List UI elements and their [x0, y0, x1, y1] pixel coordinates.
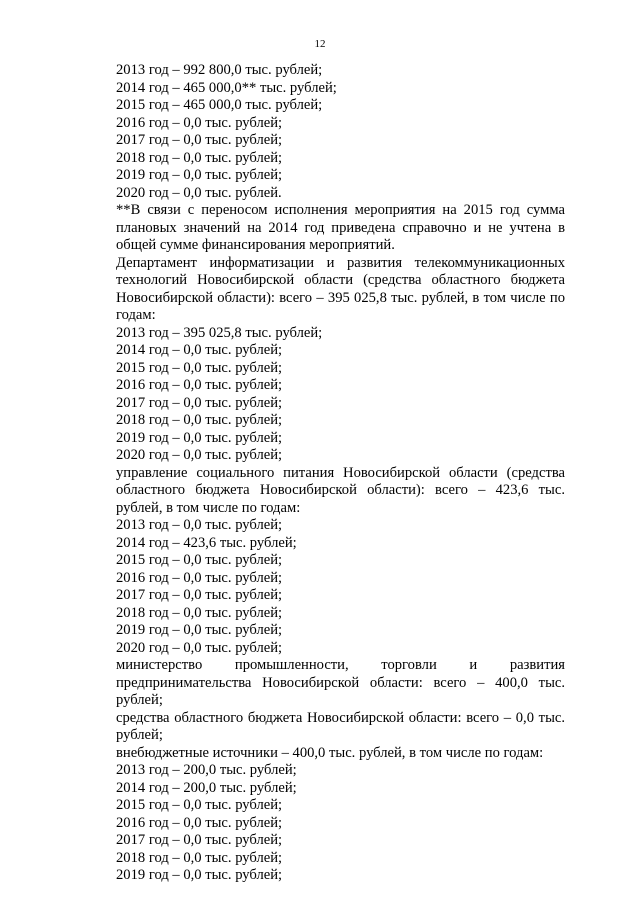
year-line: 2017 год – 0,0 тыс. рублей;	[116, 394, 283, 411]
year-line: 2014 год – 200,0 тыс. рублей;	[116, 779, 297, 796]
year-line: 2015 год – 0,0 тыс. рублей;	[116, 552, 283, 568]
year-list-total	[77, 62, 565, 202]
year-line: 2018 год – 0,0 тыс. рублей;	[116, 604, 283, 621]
year-line: 2018 год – 0,0 тыс. рублей;	[116, 849, 283, 866]
year-line: 2020 год – 0,0 тыс. рублей;	[116, 639, 283, 656]
year-line: 2018 год – 0,0 тыс. рублей;	[116, 412, 283, 428]
page-number: 12	[314, 38, 326, 50]
year-line: 2020 год – 0,0 тыс. рублей.	[116, 184, 282, 201]
year-line: 2015 год – 0,0 тыс. рублей;	[116, 359, 283, 376]
document-body	[77, 62, 565, 885]
year-line: 2018 год – 0,0 тыс. рублей;	[116, 149, 283, 166]
footnote-paragraph: **В связи с переносом исполнения мероприятия на 2015 год сумма плановых значений на 2014 год приведена справочно и не учтена в общей сумме финансирования мероприятий.	[116, 202, 565, 253]
year-line: 2014 год – 423,6 тыс. рублей;	[116, 534, 297, 551]
year-line: 2017 год – 0,0 тыс. рублей;	[116, 587, 283, 603]
year-line: 2019 год – 0,0 тыс. рублей;	[116, 429, 283, 446]
extrabudget-paragraph: внебюджетные источники – 400,0 тыс. рублей, в том числе по годам:	[116, 744, 544, 761]
year-list-dept-info	[77, 325, 565, 465]
year-list-extrabudget	[77, 762, 565, 885]
year-line: 2013 год – 0,0 тыс. рублей;	[116, 517, 283, 533]
year-line: 2016 год – 0,0 тыс. рублей;	[116, 814, 283, 831]
year-line: 2014 год – 0,0 тыс. рублей;	[116, 342, 283, 358]
year-line: 2016 год – 0,0 тыс. рублей;	[116, 114, 283, 131]
year-line: 2015 год – 0,0 тыс. рублей;	[116, 797, 283, 813]
year-line: 2015 год – 465 000,0 тыс. рублей;	[116, 97, 323, 113]
year-line: 2016 год – 0,0 тыс. рублей;	[116, 569, 283, 586]
year-line: 2019 год – 0,0 тыс. рублей;	[116, 867, 283, 883]
year-line: 2017 год – 0,0 тыс. рублей;	[116, 132, 283, 148]
regional-budget-paragraph: средства областного бюджета Новосибирской области: всего – 0,0 тыс. рублей;	[116, 709, 565, 743]
year-line: 2013 год – 200,0 тыс. рублей;	[116, 762, 297, 778]
year-line: 2019 год – 0,0 тыс. рублей;	[116, 622, 283, 638]
dept-info-paragraph: Департамент информатизации и развития телекоммуникационных технологий Новосибирской области (средства областного бюджета Новосибирской области): всего – 395 025,8 тыс. рублей, в том числе по годам:	[116, 254, 565, 323]
year-line: 2017 год – 0,0 тыс. рублей;	[116, 832, 283, 848]
year-line: 2016 год – 0,0 тыс. рублей;	[116, 377, 283, 393]
year-list-social-nutrition	[77, 517, 565, 657]
social-nutrition-paragraph: управление социального питания Новосибирской области (средства областного бюджета Новосибирской области): всего – 423,6 тыс. рублей, в том числе по годам:	[116, 464, 565, 516]
year-line: 2013 год – 395 025,8 тыс. рублей;	[116, 324, 323, 341]
year-line: 2013 год – 992 800,0 тыс. рублей;	[116, 62, 323, 78]
year-line: 2020 год – 0,0 тыс. рублей;	[116, 447, 283, 463]
year-line: 2014 год – 465 000,0** тыс. рублей;	[116, 79, 337, 96]
year-line: 2019 год – 0,0 тыс. рублей;	[116, 167, 283, 183]
ministry-paragraph: министерство промышленности, торговли и развития предпринимательства Новосибирской области: всего – 400,0 тыс. рублей;	[116, 657, 565, 708]
